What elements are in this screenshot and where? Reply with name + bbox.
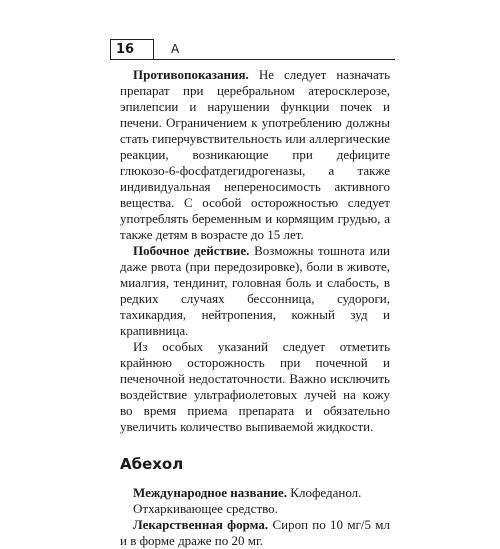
dosage-form-paragraph xyxy=(120,517,390,549)
contraindications-text: Не следует назначать препарат при церебральном атеросклерозе, эпилепсии и нарушении функции почек и печени. Ограничением к употреблению должны стать гиперчувствительность или аллергические реакции, возникающие при дефиците глюкозо-6-фосфатдегидрогеназы, а также индивидуальная непереносимость активного вещества. С особой осторожностью следует употреблять беременным и кормящим грудью, а также детям в возрасте до 15 лет. xyxy=(120,67,390,242)
dosage-form-term: Лекарственная форма. xyxy=(133,517,269,532)
international-name-paragraph xyxy=(120,485,390,501)
dosage-form-text: Сироп по 10 мг/5 мл и в форме драже по 20 мг. xyxy=(120,517,390,548)
drug-title: Абехол xyxy=(120,455,184,473)
page-number: 16 xyxy=(110,39,154,59)
contraindications-paragraph xyxy=(120,67,390,243)
page-body xyxy=(120,67,390,549)
side-effects-term: Побочное действие. xyxy=(133,243,250,258)
side-effects-text: Возможны тошнота или даже рвота (при передозировке), боли в животе, миалгия, тендинит, головная боль и слабость, в редких случаях бессонница, судороги, тахикардия, нейтропения, кожный зуд и крапивница. xyxy=(120,243,391,338)
page-header xyxy=(110,37,395,60)
book-page xyxy=(110,37,395,548)
group-paragraph: Отхаркивающее средство. xyxy=(133,501,278,516)
section-letter: А xyxy=(171,42,180,56)
side-effects-paragraph xyxy=(120,243,390,339)
contraindications-term: Противопоказания. xyxy=(133,67,249,82)
special-notes-paragraph: Из особых указаний следует отметить крайнюю осторожность при почечной и печеночной недостаточности. Важно исключить воздействие ультрафиолетовых лучей на кожу во время приема препарата и обязательно увеличить количество выпиваемой жидкости. xyxy=(120,339,390,434)
international-name-term: Международное название. xyxy=(133,485,288,500)
international-name-text: Клофеданол. xyxy=(287,485,362,500)
